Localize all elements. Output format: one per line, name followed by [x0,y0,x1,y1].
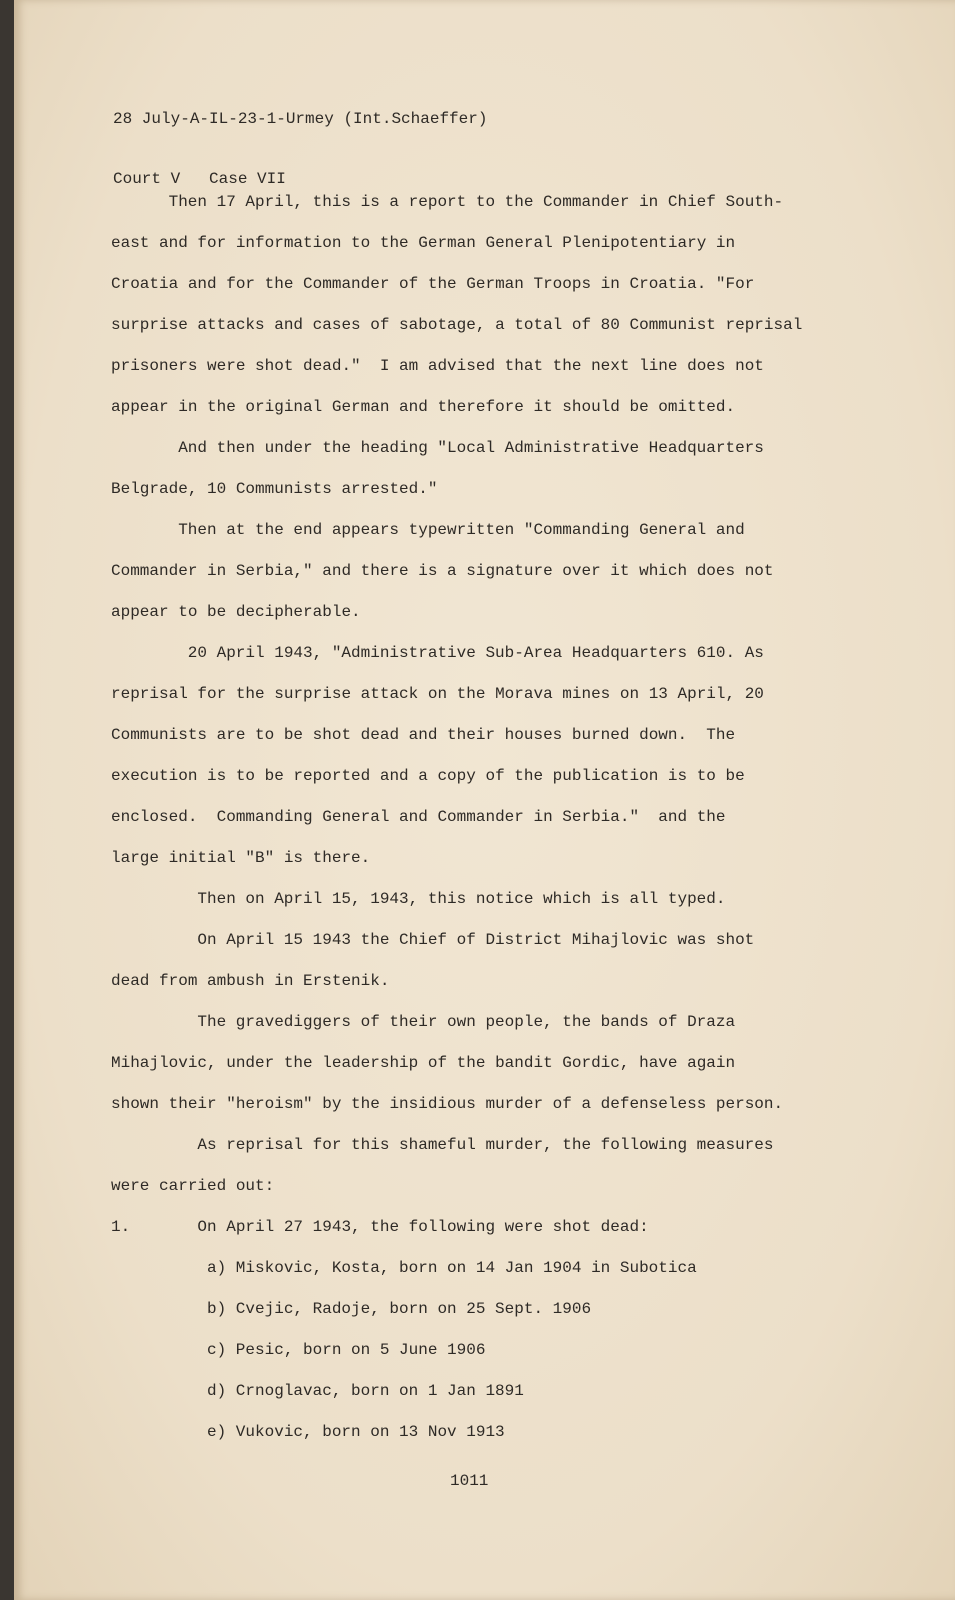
text-line: Mihajlovic, under the leadership of the bandit Gordic, have again [111,1054,736,1072]
text-line: Commander in Serbia," and there is a signature over it which does not [111,562,774,580]
text-line: large initial "B" is there. [111,849,371,867]
text-line: And then under the heading "Local Administrative Headquarters [178,439,764,457]
text-line: a) Miskovic, Kosta, born on 14 Jan 1904 in Subotica [207,1259,697,1277]
header-reference: 28 July-A-IL-23-1-Urmey (Int.Schaeffer) [113,110,488,128]
text-line: east and for information to the German General Plenipotentiary in [111,234,736,252]
text-line: execution is to be reported and a copy of the publication is to be [111,767,745,785]
text-line: surprise attacks and cases of sabotage, a total of 80 Communist reprisal [111,316,803,334]
text-line: were carried out: [111,1177,275,1195]
text-line: appear in the original German and therefore it should be omitted. [111,398,736,416]
text-line: prisoners were shot dead." I am advised that the next line does not [111,357,764,375]
text-line: On April 15 1943 the Chief of District Mihajlovic was shot [197,931,755,949]
page-number: 1011 [450,1472,489,1490]
document-body [111,182,802,1453]
text-line: Croatia and for the Commander of the German Troops in Croatia. "For [111,275,755,293]
text-line: 1. On April 27 1943, the following were shot dead: [111,1218,649,1236]
typewritten-transcript [14,0,955,1600]
text-line: Then 17 April, this is a report to the Commander in Chief South- [168,193,784,211]
text-line: reprisal for the surprise attack on the Morava mines on 13 April, 20 [111,685,764,703]
text-line: enclosed. Commanding General and Commander in Serbia." and the [111,808,726,826]
text-line: b) Cvejic, Radoje, born on 25 Sept. 1906 [207,1300,592,1318]
text-line: e) Vukovic, born on 13 Nov 1913 [207,1423,505,1441]
text-line: 20 April 1943, "Administrative Sub-Area Headquarters 610. As [187,644,764,662]
text-line: c) Pesic, born on 5 June 1906 [207,1341,486,1359]
text-line: Belgrade, 10 Communists arrested." [111,480,438,498]
text-line: d) Crnoglavac, born on 1 Jan 1891 [207,1382,524,1400]
text-line: Then on April 15, 1943, this notice which is all typed. [197,890,726,908]
text-line: Then at the end appears typewritten "Commanding General and [178,521,745,539]
text-line: appear to be decipherable. [111,603,361,621]
text-line: As reprisal for this shameful murder, the following measures [197,1136,774,1154]
text-line: dead from ambush in Erstenik. [111,972,390,990]
text-line: Communists are to be shot dead and their houses burned down. The [111,726,736,744]
text-line: The gravediggers of their own people, the bands of Draza [197,1013,736,1031]
document-page [14,0,955,1600]
header-court-case: Court V Case VII [113,170,286,188]
text-line: shown their "heroism" by the insidious murder of a defenseless person. [111,1095,784,1113]
